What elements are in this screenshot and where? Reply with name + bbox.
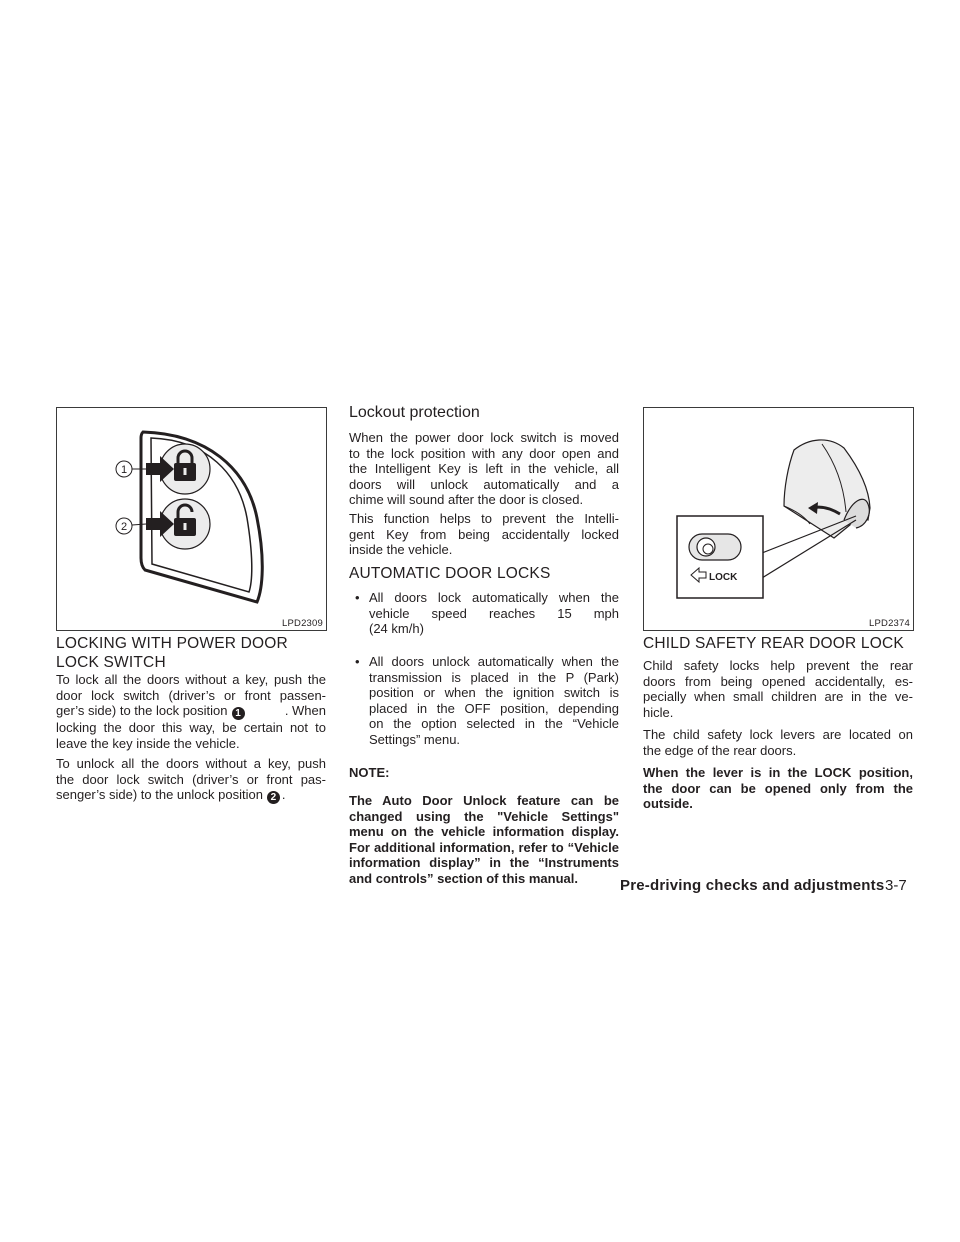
footer-section-title: Pre-driving checks and adjustments <box>620 877 885 894</box>
section-heading-child-safety: CHILD SAFETY REAR DOOR LOCK <box>643 635 904 652</box>
child-safety-lock-illustration <box>644 408 913 630</box>
section-heading-locking: LOCKING WITH POWER DOOR LOCK SWITCH <box>56 635 288 671</box>
bullet-item-auto-unlock: • All doors unlock automatically when the transmission is placed in the P (Park) position or when the ignition switch is placed in the OFF position, depending on the option selected in the “Vehicle Settings” menu. <box>355 654 619 747</box>
child-safety-paragraph-2: The child safety lock levers are located on the edge of the rear doors. <box>643 727 913 758</box>
callout-1: 1 <box>120 464 128 476</box>
figure-label: LPD2309 <box>281 618 323 629</box>
lock-text: LOCK <box>709 572 738 583</box>
circled-number-1: 1 <box>232 707 245 720</box>
door-lock-switch-illustration <box>57 408 326 630</box>
circled-number-2: 2 <box>267 791 280 804</box>
locking-paragraph-2: To unlock all the doors without a key, push the door lock switch (driver’s or front pas- senger’s side) to the unlock position 2 . <box>56 756 326 804</box>
lockout-paragraph-1: When the power door lock switch is moved to the lock position with any door open and the Intelligent Key is left in the vehicle, all doors will unlock automatically and a chime will sound after the door is closed. <box>349 430 619 508</box>
door-lock-switch-figure <box>56 407 327 631</box>
lockout-paragraph-2: This function helps to prevent the Intelli- gent Key from being accidentally locked inside the vehicle. <box>349 511 619 558</box>
bullet-item-auto-lock: • All doors lock automatically when the vehicle speed reaches 15 mph (24 km/h) <box>355 590 619 637</box>
figure-label: LPD2374 <box>868 618 910 629</box>
note-text: The Auto Door Unlock feature can be changed using the "Vehicle Settings" menu on the vehicle information display. For additional information, refer to “Vehicle information display” in the “Instruments and controls” section of this manual. <box>349 793 619 886</box>
child-safety-paragraph-1: Child safety locks help prevent the rear doors from being opened accidentally, es- pecially when small children are in the ve- hicle. <box>643 658 913 720</box>
callout-2: 2 <box>120 521 128 533</box>
child-safety-lock-figure <box>643 407 914 631</box>
page-number: 3-7 <box>885 877 907 894</box>
note-label: NOTE: <box>349 765 390 780</box>
locking-paragraph-1: To lock all the doors without a key, push the door lock switch (driver’s or front passen- ger’s side) to the lock position 1 . When locking the door this way, be certain not to leave the key inside the vehicle. <box>56 672 326 751</box>
section-heading-auto-door-locks: AUTOMATIC DOOR LOCKS <box>349 565 551 582</box>
section-heading-lockout: Lockout protection <box>349 404 480 421</box>
child-safety-bold-paragraph: When the lever is in the LOCK position, the door can be opened only from the outside. <box>643 765 913 812</box>
